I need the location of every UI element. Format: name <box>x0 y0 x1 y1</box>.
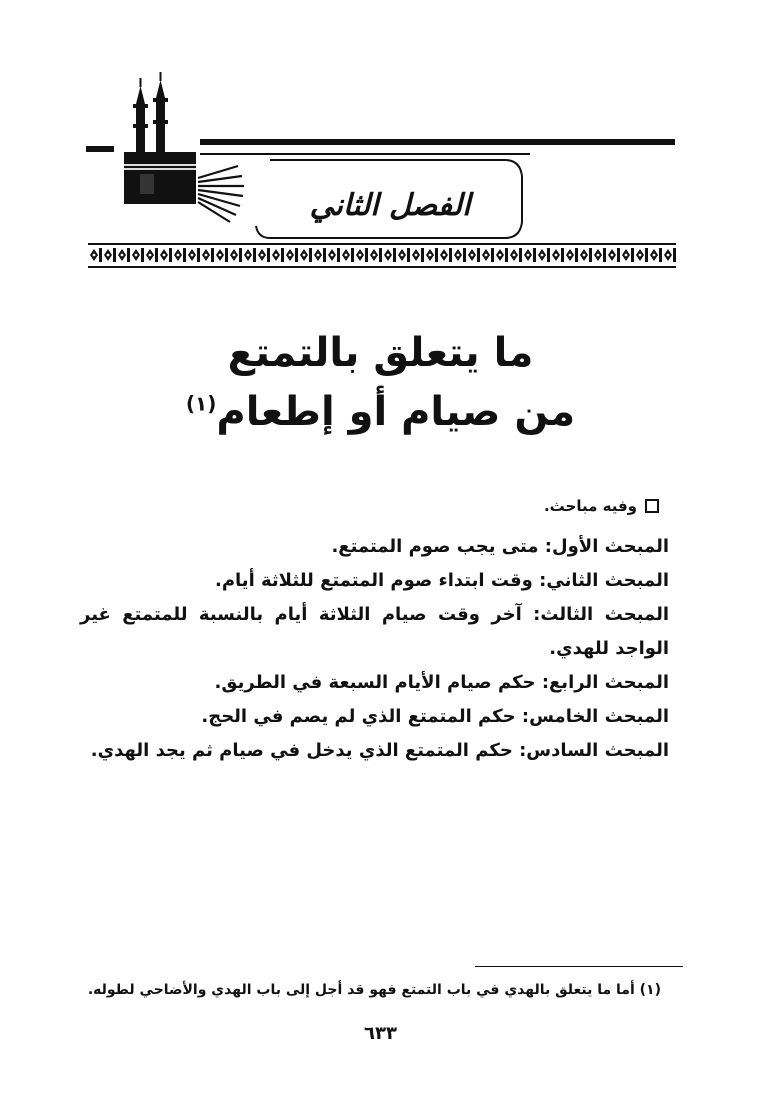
band-motif <box>482 248 494 262</box>
band-motif-dot <box>163 254 166 257</box>
minaret-right-icon <box>153 72 168 154</box>
band-motif-dot <box>387 254 390 257</box>
band-motif <box>398 248 410 262</box>
band-motif-dot <box>429 254 432 257</box>
band-motif <box>580 248 592 262</box>
band-motif <box>384 248 396 262</box>
band-motif <box>622 248 634 262</box>
topics-intro-text: وفيه مباحث. <box>543 497 637 515</box>
topic-label: المبحث الثالث: <box>533 604 670 625</box>
topic-item <box>80 700 669 734</box>
band-motif <box>272 248 284 262</box>
band-motif <box>230 248 242 262</box>
band-motif <box>188 248 200 262</box>
band-motif <box>566 248 578 262</box>
topic-label: المبحث الخامس: <box>521 706 669 727</box>
band-motif <box>174 248 186 262</box>
topic-text: حكم المتمتع الذي يدخل في صيام ثم يجد الهدي. <box>90 740 513 761</box>
band-motif <box>90 248 102 262</box>
topic-item <box>80 734 669 768</box>
topic-label: المبحث السادس: <box>519 740 669 761</box>
kaaba-icon <box>124 152 196 204</box>
band-motif <box>454 248 466 262</box>
band-motif <box>244 248 256 262</box>
band-motif <box>636 248 648 262</box>
footnote-marker: (١) <box>639 982 661 998</box>
band-motif-dot <box>457 254 460 257</box>
band-motif-dot <box>219 254 222 257</box>
band-motif-dot <box>345 254 348 257</box>
band-motif-dot <box>541 254 544 257</box>
band-motif <box>468 248 480 262</box>
band-motif-dot <box>121 254 124 257</box>
band-motif-dot <box>107 254 110 257</box>
header-rule-thin <box>200 153 530 155</box>
topic-item <box>80 666 669 700</box>
footnote-text: أما ما يتعلق بالهدي في باب التمتع فهو قد أجل إلى باب الهدي والأضاحي لطوله. <box>87 982 635 998</box>
band-motif <box>202 248 214 262</box>
band-motif <box>300 248 312 262</box>
band-motif <box>426 248 438 262</box>
minaret-left-icon <box>133 78 148 154</box>
band-motif-dot <box>135 254 138 257</box>
band-motif-dot <box>555 254 558 257</box>
topic-text: متى يجب صوم المتمتع. <box>331 536 539 557</box>
band-motif-dot <box>667 254 670 257</box>
band-motif-dot <box>275 254 278 257</box>
band-motif-dot <box>233 254 236 257</box>
band-motif <box>650 248 662 262</box>
band-motif-dot <box>93 254 96 257</box>
band-motif <box>524 248 536 262</box>
page-number: ٦٣٣ <box>364 1023 397 1044</box>
band-motif <box>664 248 676 262</box>
band-motif <box>510 248 522 262</box>
band-motif <box>552 248 564 262</box>
topic-item <box>80 530 669 564</box>
chapter-header-ornament <box>0 0 761 280</box>
topic-text: وقت ابتداء صوم المتمتع للثلاثة أيام. <box>215 570 533 591</box>
band-motif-dot <box>513 254 516 257</box>
band-motif-dot <box>247 254 250 257</box>
band-motif <box>146 248 158 262</box>
topic-label: المبحث الرابع: <box>541 672 669 693</box>
band-motif <box>440 248 452 262</box>
topic-label: المبحث الأول: <box>544 536 669 557</box>
topic-item <box>80 564 669 598</box>
band-motif-dot <box>653 254 656 257</box>
band-motif-dot <box>401 254 404 257</box>
band-motif-dot <box>289 254 292 257</box>
band-motif-dot <box>177 254 180 257</box>
band-motif <box>370 248 382 262</box>
band-motif-dot <box>191 254 194 257</box>
footnote <box>81 982 661 998</box>
header-rule-main <box>200 139 675 145</box>
footnote-separator <box>475 966 683 967</box>
band-motif-dot <box>149 254 152 257</box>
band-motif <box>160 248 172 262</box>
band-motif <box>412 248 424 262</box>
topic-text: حكم المتمتع الذي لم يصم في الحج. <box>201 706 516 727</box>
band-motif-dot <box>261 254 264 257</box>
patterned-band <box>88 243 676 268</box>
topics-list <box>80 530 669 768</box>
band-motif-dot <box>359 254 362 257</box>
band-motif <box>538 248 550 262</box>
rays-icon <box>198 166 244 222</box>
band-motif-dot <box>499 254 502 257</box>
band-motif-dot <box>639 254 642 257</box>
band-motif-dot <box>471 254 474 257</box>
band-motif-dot <box>597 254 600 257</box>
square-bullet-icon <box>645 499 659 513</box>
band-motif <box>356 248 368 262</box>
section-title-line-1: ما يتعلق بالتمتع <box>227 330 534 376</box>
section-title-line-2 <box>0 389 761 435</box>
topic-label: المبحث الثاني: <box>539 570 669 591</box>
band-motif <box>104 248 116 262</box>
band-motif-dot <box>527 254 530 257</box>
header-rule-left <box>86 146 114 152</box>
band-motif-dot <box>415 254 418 257</box>
band-motif <box>608 248 620 262</box>
band-motif <box>342 248 354 262</box>
band-motif <box>132 248 144 262</box>
band-motif-dot <box>583 254 586 257</box>
band-motif-dot <box>625 254 628 257</box>
band-motif <box>594 248 606 262</box>
band-motif-dot <box>205 254 208 257</box>
band-motif-dot <box>317 254 320 257</box>
band-motif-dot <box>611 254 614 257</box>
band-motif-dot <box>303 254 306 257</box>
chapter-label: الفصل الثاني <box>309 187 471 223</box>
band-motif <box>216 248 228 262</box>
band-motif <box>118 248 130 262</box>
band-motif-dot <box>331 254 334 257</box>
topics-intro <box>544 497 659 515</box>
band-motif <box>314 248 326 262</box>
topic-item <box>80 598 669 666</box>
section-title-line-2-text: من صيام أو إطعام <box>216 389 576 435</box>
band-motif-dot <box>373 254 376 257</box>
band-motif <box>496 248 508 262</box>
topic-text: حكم صيام الأيام السبعة في الطريق. <box>214 672 536 693</box>
topic-text: آخر وقت صيام الثلاثة أيام بالنسبة للمتمتع غير الواجد للهدي. <box>80 604 669 659</box>
band-motif-dot <box>443 254 446 257</box>
band-motif-dot <box>485 254 488 257</box>
band-motif <box>258 248 270 262</box>
title-footnote-marker: (١) <box>185 391 217 416</box>
band-motif <box>328 248 340 262</box>
band-motif-dot <box>569 254 572 257</box>
band-motif <box>286 248 298 262</box>
